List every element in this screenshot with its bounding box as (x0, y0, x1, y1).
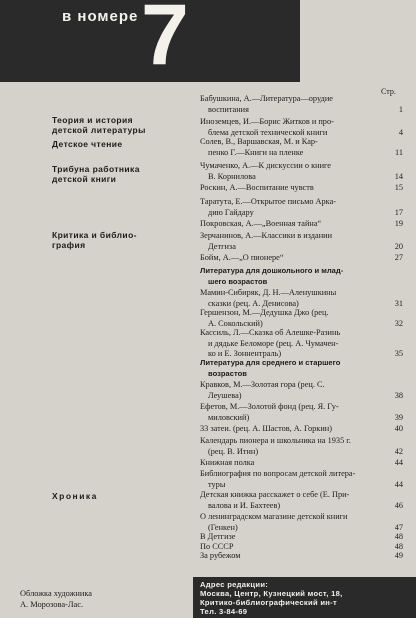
contents-entry (200, 219, 370, 230)
entry-line: возрастов (208, 368, 247, 378)
entry-line: 33 затеи. (рец. А. Шастов, А. Горкин) (200, 424, 332, 433)
section-chronicle: Хроника (52, 491, 98, 501)
contents-entry (200, 380, 370, 401)
entry-page-number: 1 (398, 104, 403, 114)
contents-entry (200, 490, 370, 511)
contents-entry (200, 328, 370, 360)
contents-entry (200, 231, 370, 252)
section-children-reading: Детское чтение (52, 139, 123, 149)
entry-page-number: 4 (398, 127, 403, 137)
entry-page-number: 32 (394, 318, 403, 328)
entry-line: и дядьке Беломоре (рец. А. Чумачен- (208, 338, 339, 348)
entry-page-number: 48 (394, 532, 403, 541)
entry-line: воспитания (208, 104, 249, 114)
entry-page-number: 47 (394, 522, 403, 532)
entry-page-number: 46 (394, 500, 403, 510)
entry-page-number: 40 (394, 424, 403, 433)
entry-line: Зерчанинов, А.—Классики в издании (200, 231, 333, 240)
entry-page-number: 27 (394, 253, 403, 262)
entry-line: Солев, В., Варшавская, М. и Кар- (200, 137, 318, 146)
entry-line: Роскин, А.—Воспитание чувств (200, 183, 314, 192)
entry-line: шего возрастов (208, 276, 268, 286)
entry-line: туры (208, 479, 226, 489)
issue-number: 7 (141, 0, 189, 83)
entry-page-number: 15 (394, 183, 403, 192)
entry-line: Леушева) (208, 390, 242, 400)
entry-line: Книжная полка (200, 458, 255, 467)
section-critique: Критика и библио- графия (52, 230, 137, 250)
entry-line: Библиография по вопросам детской литера- (200, 469, 356, 478)
contents-entry (200, 402, 370, 423)
header-title: в номере (62, 8, 139, 25)
entry-line: Бабушкина, А.—Литература—орудие (200, 94, 333, 103)
entry-page-number: 11 (395, 147, 403, 157)
entry-page-number: 42 (394, 446, 403, 456)
contents-entry (200, 117, 370, 138)
entry-page-number: 38 (394, 390, 403, 400)
entry-page-number: 19 (394, 219, 403, 228)
entry-line: валова и И. Бахтеев) (208, 500, 281, 510)
contents-entry (200, 458, 370, 469)
cover-credit: Обложка художника А. Морозова-Лас. (20, 589, 92, 609)
entry-line: Кассиль, Л.—Сказка об Алешке-Разинь (200, 328, 341, 337)
entry-line: ко и Е. Зоннентраль) (208, 349, 282, 359)
contents-entry (200, 183, 370, 194)
contents-entry (200, 288, 370, 309)
contents-entry (200, 197, 370, 218)
entry-line: Гершензон, М.—Дедушка Джо (рец. (200, 308, 329, 317)
entry-line: В Детгизе (200, 532, 236, 541)
entry-page-number: 44 (394, 458, 403, 467)
entry-line: блема детской технической книги (208, 127, 328, 137)
contents-entry (200, 436, 370, 457)
contents-entry (200, 358, 370, 379)
entry-line: (рец. В. Итин) (208, 446, 259, 456)
entry-page-number: 49 (394, 551, 403, 560)
entry-line: сказки (рец. А. Денисова) (208, 298, 299, 308)
entry-line: Покровская, А.—„Военная тайна“ (200, 219, 322, 228)
entry-line: (Генкен) (208, 522, 238, 532)
entry-line: Таратута, Е.—Открытое письмо Арка- (200, 197, 337, 206)
section-tribune: Трибуна работника детской книги (52, 164, 140, 184)
entry-page-number: 17 (394, 207, 403, 217)
entry-line: Мамин-Сибиряк, Д. Н.—Аленушкины (200, 288, 337, 297)
contents-entry (200, 161, 370, 182)
contents-entry (200, 94, 370, 115)
entry-page-number: 31 (394, 298, 403, 308)
entry-page-number: 44 (394, 479, 403, 489)
entry-line: Кравков, М.—Золотая гора (рец. С. (200, 380, 325, 389)
contents-entry (200, 424, 370, 435)
entry-line: Календарь пионера и школьника на 1935 г. (200, 436, 351, 445)
editorial-address: Адрес редакции: Москва, Центр, Кузнецкий мост, 18, Критико-библиографический ин-т Тел. 3-84-69 (200, 580, 343, 616)
contents-entry (200, 137, 370, 158)
contents-entry (200, 253, 370, 264)
entry-line: Ефетов, М.—Золотой фонд (рец. Я. Гу- (200, 402, 339, 411)
entry-page-number: 20 (394, 241, 403, 251)
entry-line: Детская книжка расскажет о себе (Е. При- (200, 490, 350, 499)
section-theory: Теория и история детской литературы (52, 115, 146, 135)
entry-line: Чумаченко, А.—К дискуссии о книге (200, 161, 331, 170)
entry-line: Литература для среднего и старшего (200, 358, 341, 367)
entry-line: Бойм, А.—„О пионере“ (200, 253, 284, 262)
page-column-header: Стр. (381, 87, 396, 96)
entry-line: дию Гайдару (208, 207, 254, 217)
contents-entry (200, 532, 370, 543)
entry-line: пенко Г.—Книги на пленке (208, 147, 304, 157)
contents-entry (200, 266, 370, 287)
entry-page-number: 14 (394, 171, 403, 181)
entry-line: миловский) (208, 412, 250, 422)
entry-line: Литература для дошкольного и млад- (200, 266, 344, 275)
entry-line: О ленинградском магазине детской книги (200, 512, 348, 521)
entry-line: В. Корнилова (208, 171, 256, 181)
entry-line: По СССР (200, 542, 234, 551)
entry-line: А. Сокольский) (208, 318, 263, 328)
entry-page-number: 39 (394, 412, 403, 422)
contents-entry (200, 469, 370, 490)
entry-line: Детгиза (208, 241, 236, 251)
entry-page-number: 35 (394, 349, 403, 359)
contents-entry (200, 308, 370, 329)
entry-line: За рубежом (200, 551, 241, 560)
contents-entry (200, 512, 370, 533)
entry-page-number: 48 (394, 542, 403, 551)
entry-line: Иноземцев, И.—Борис Житков и про- (200, 117, 334, 126)
contents-entry (200, 551, 370, 562)
